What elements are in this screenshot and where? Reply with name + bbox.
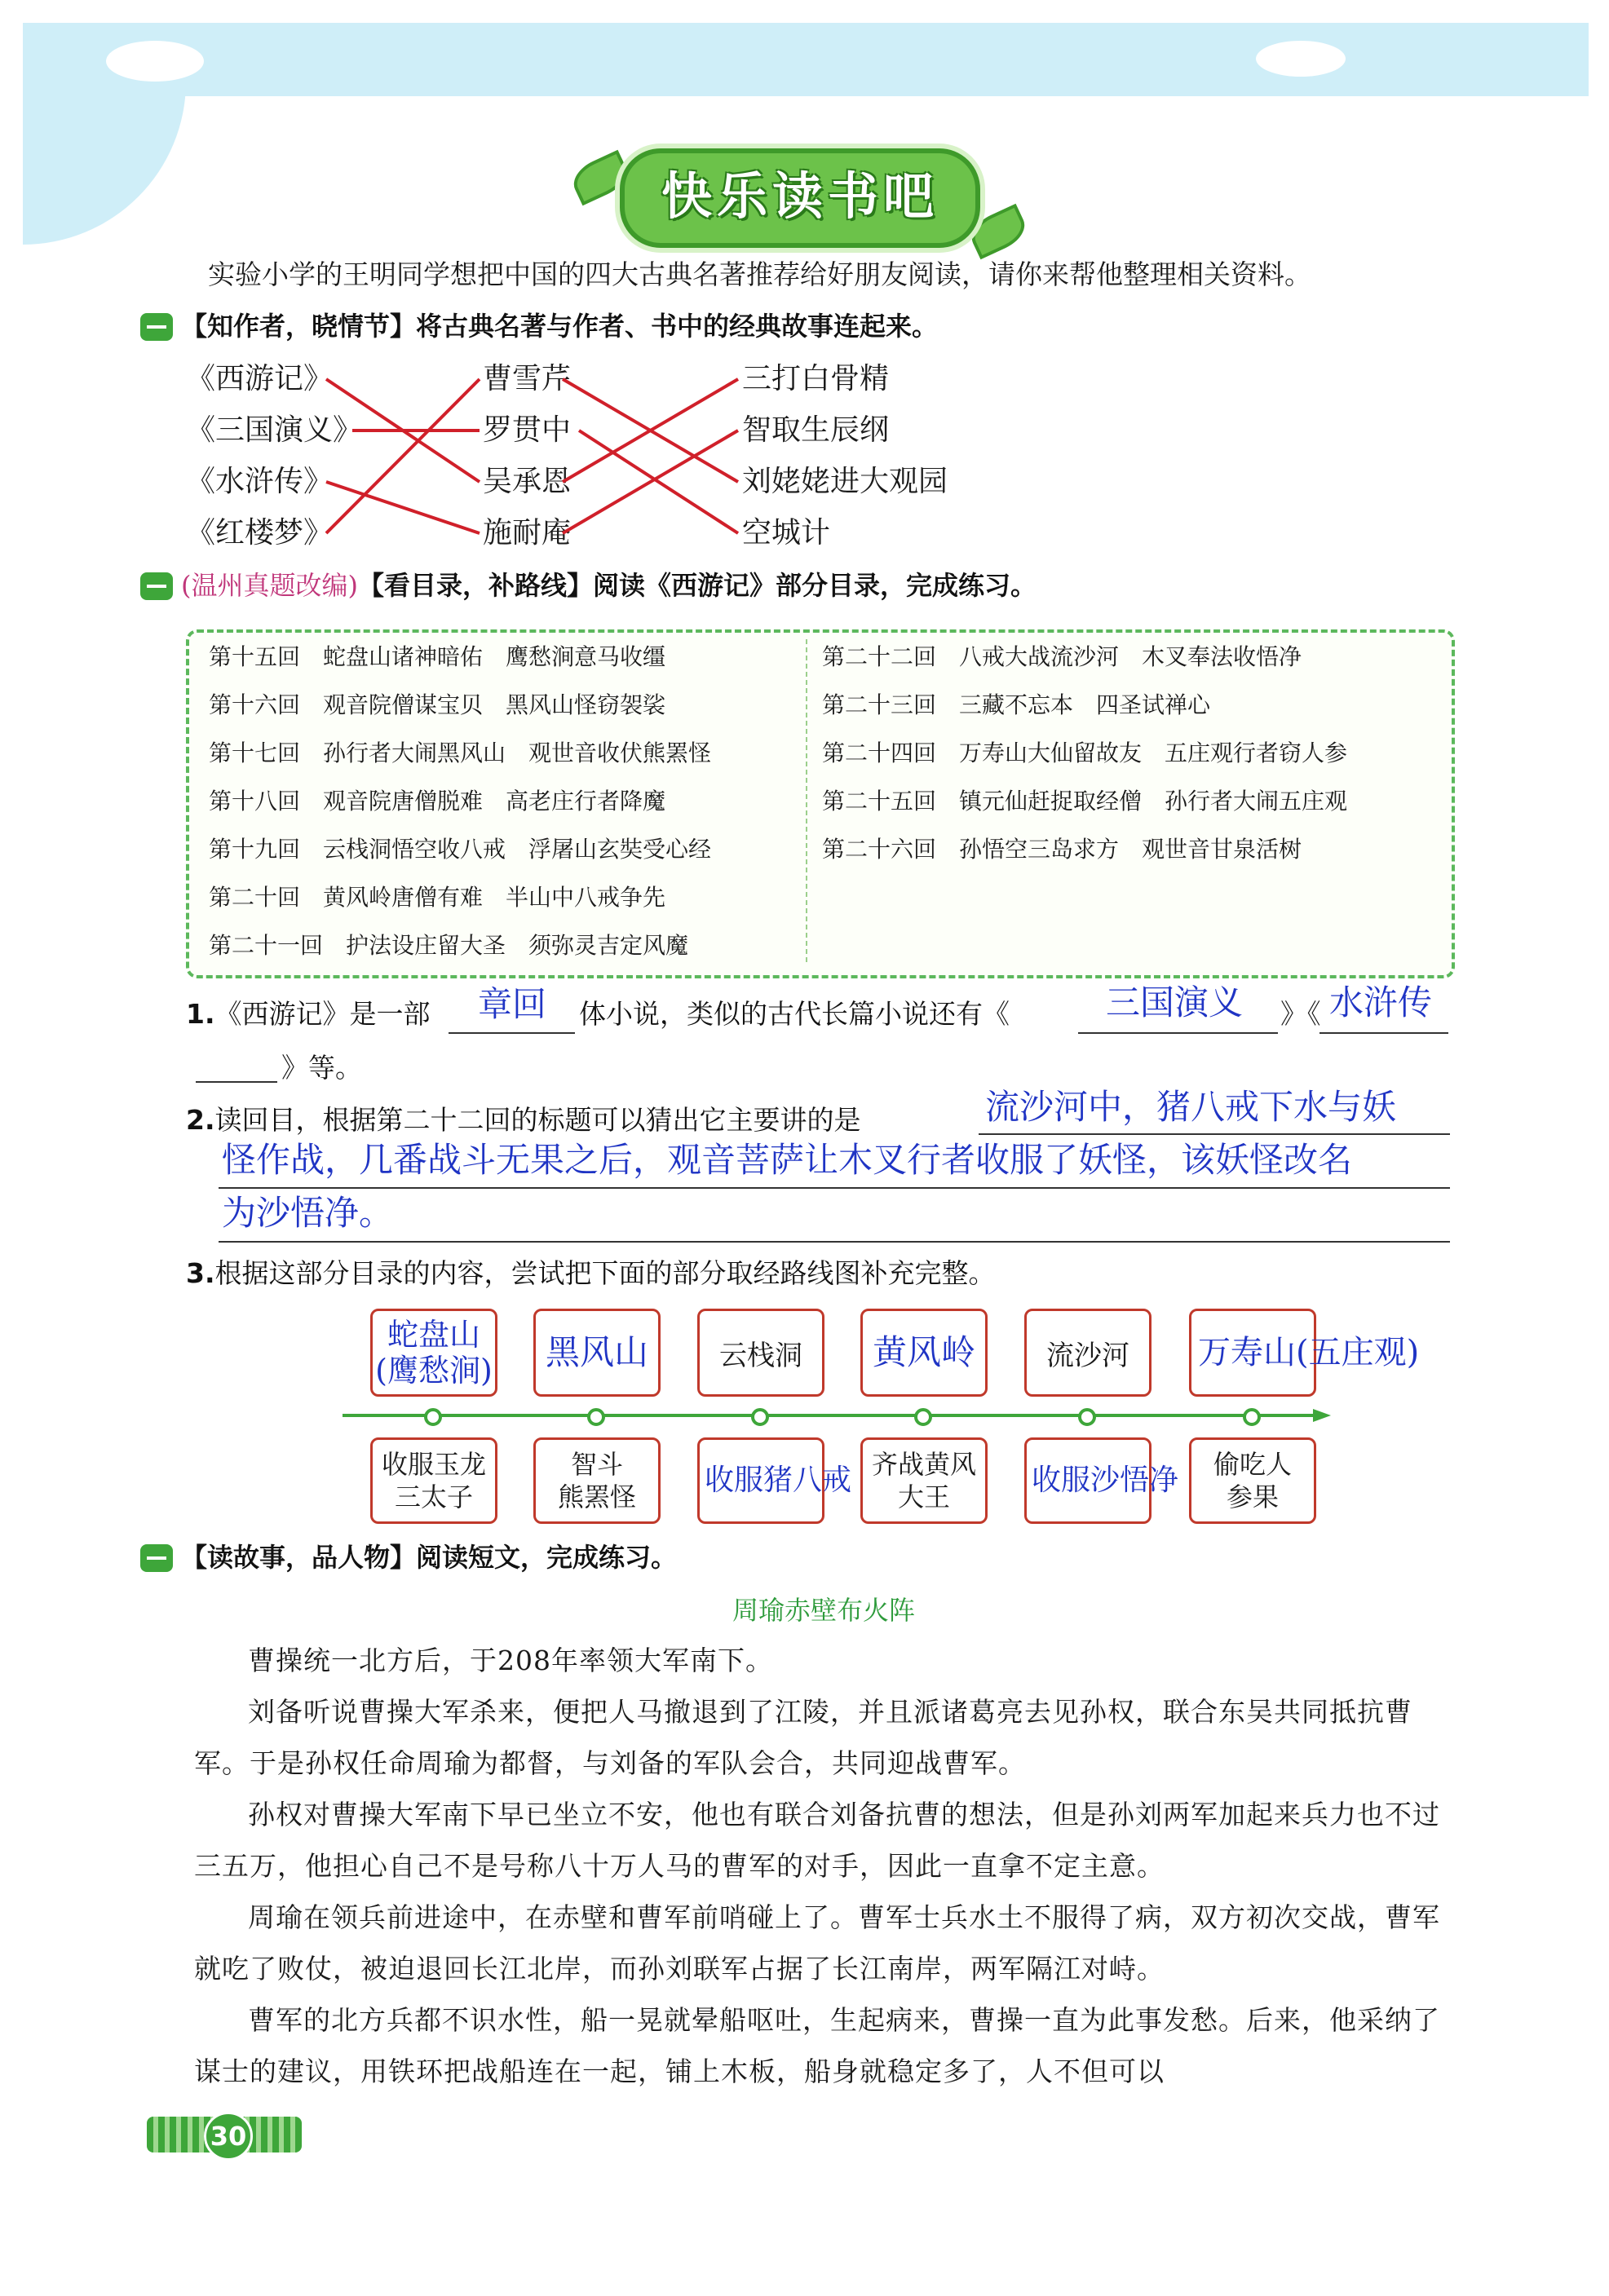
- section1-heading: 【知作者，晓情节】将古典名著与作者、书中的经典故事连起来。: [181, 311, 939, 342]
- toc-left-1: 第十六回 观音院僧谋宝贝 黑风山怪窃袈裟: [209, 691, 666, 718]
- q2-answer-2: 怪作战，几番战斗无果之后，观音菩萨让木叉行者收服了妖怪，该妖怪改名: [222, 1140, 1353, 1180]
- event-6-line1: 偷吃人: [1213, 1449, 1292, 1480]
- story-zhiqu: 智取生辰纲: [742, 413, 890, 447]
- q2-answer-1: 流沙河中，猪八戒下水与妖: [985, 1087, 1397, 1127]
- event-box-4: [860, 1437, 988, 1524]
- section2-source: (温州真题改编): [181, 570, 358, 601]
- story-kongcheng: 空城计: [742, 516, 831, 550]
- section2-heading: [181, 567, 1437, 603]
- event-5-line1: 收服沙悟净: [1032, 1464, 1179, 1497]
- section2-icon: [140, 572, 173, 600]
- toc-right-3: 第二十五回 镇元仙赶捉取经僧 孙行者大闹五庄观: [822, 788, 1348, 815]
- place-4-line1: 黄风岭: [872, 1332, 975, 1372]
- story-paragraph-3: 孙权对曹操大军南下早已坐立不安，他也有联合刘备抗曹的想法，但是孙刘两军加起来兵力也不过三五万，他担心自己不是号称八十万人马的曹军的对手，因此一直拿不定主意。: [194, 1799, 1440, 1882]
- event-4-line1: 齐战黄风: [871, 1449, 976, 1480]
- line-shuihu-shinaian: [326, 482, 480, 533]
- q2-answer-3: 为沙悟净。: [222, 1193, 394, 1233]
- place-box-6[interactable]: [1189, 1309, 1420, 1397]
- section2-label: 【看目录，补路线】阅读《西游记》部分目录，完成练习。: [357, 570, 1037, 601]
- line-honglou-caoxueqin: [326, 379, 480, 533]
- story-sanda: 三打白骨精: [742, 362, 890, 395]
- event-box-5[interactable]: [1024, 1437, 1179, 1524]
- place-box-3: [697, 1309, 824, 1397]
- q1-text-b: 体小说，类似的古代长篇小说还有《: [579, 998, 1010, 1030]
- route-arrow-head: [1313, 1409, 1331, 1422]
- q1-answer-book1: 三国演义: [1106, 982, 1244, 1022]
- route-node-2: [587, 1408, 605, 1426]
- toc-divider: [806, 639, 807, 962]
- page-number: 30: [204, 2112, 253, 2161]
- q1-answer-genre: 章回: [478, 984, 547, 1024]
- event-2-line2: 熊罴怪: [557, 1481, 636, 1512]
- route-node-4: [914, 1408, 932, 1426]
- book-xiyouji: 《西游记》: [186, 362, 334, 395]
- event-1-line1: 收服玉龙: [381, 1449, 486, 1480]
- q1-text-a: 《西游记》是一部: [214, 998, 431, 1030]
- toc-left-4: 第十九回 云栈洞悟空收八戒 浮屠山玄奘受心经: [209, 836, 712, 863]
- author-wuchengen: 吴承恩: [483, 465, 572, 498]
- page-number-badge: [147, 2112, 302, 2157]
- event-box-3[interactable]: [697, 1437, 852, 1524]
- section3-heading: 【读故事，品人物】阅读短文，完成练习。: [181, 1542, 678, 1573]
- q1-number: 1.: [186, 998, 215, 1030]
- question-2: [186, 1102, 861, 1138]
- toc-left-6: 第二十一回 护法设庄留大圣 须弥灵吉定风魔: [209, 932, 689, 959]
- banner-title: 快乐读书吧: [661, 166, 939, 226]
- q1-blank-3[interactable]: [1319, 982, 1448, 1034]
- route-node-1: [424, 1408, 442, 1426]
- story-liulaolao: 刘姥姥进大观园: [742, 465, 948, 498]
- author-luoguanzhong: 罗贯中: [483, 413, 572, 447]
- intro-text: 实验小学的王明同学想把中国的四大古典名著推荐给好朋友阅读，请你来帮他整理相关资料。: [208, 258, 1311, 290]
- story-body: [194, 1635, 1450, 2097]
- q1-blank-1[interactable]: [449, 984, 575, 1034]
- story-title: 周瑜赤壁布火阵: [732, 1595, 915, 1626]
- route-node-6: [1243, 1408, 1261, 1426]
- event-box-1: [370, 1437, 497, 1524]
- event-1-line2: 三太子: [394, 1481, 473, 1512]
- story-paragraph-1: 曹操统一北方后，于208年率领大军南下。: [248, 1645, 773, 1676]
- story-paragraph-2: 刘备听说曹操大军杀来，便把人马撤退到了江陵，并且派诸葛亮去见孙权，联合东吴共同抵抗曹军。于是孙权任命周瑜为都督，与刘备的军队会合，共同迎战曹军。: [194, 1696, 1412, 1779]
- author-caoxueqin: 曹雪芹: [483, 362, 572, 395]
- book-honglou: 《红楼梦》: [186, 516, 334, 550]
- toc-right-0: 第二十二回 八戒大战流沙河 木叉奉法收悟净: [822, 643, 1302, 670]
- toc-left-3: 第十八回 观音院唐僧脱难 高老庄行者降魔: [209, 788, 666, 815]
- place-box-5: [1024, 1309, 1151, 1397]
- place-box-2[interactable]: [533, 1309, 661, 1397]
- toc-right-4: 第二十六回 孙悟空三岛求方 观世音甘泉活树: [822, 836, 1302, 863]
- book-sanguo: 《三国演义》: [186, 413, 363, 447]
- toc-left-0: 第十五回 蛇盘山诸神暗佑 鹰愁涧意马收缰: [209, 643, 666, 670]
- section3-icon: [140, 1544, 173, 1572]
- place-1-line1: 蛇盘山: [387, 1317, 480, 1353]
- place-2-line1: 黑风山: [545, 1332, 648, 1372]
- toc-left-5: 第二十回 黄风岭唐僧有难 半山中八戒争先: [209, 884, 666, 911]
- event-3-line1: 收服猪八戒: [705, 1464, 852, 1497]
- q2-number: 2.: [186, 1104, 215, 1136]
- event-6-line2: 参果: [1226, 1481, 1279, 1512]
- route-node-5: [1078, 1408, 1096, 1426]
- place-box-4[interactable]: [860, 1309, 988, 1397]
- author-shinaian: 施耐庵: [483, 516, 572, 550]
- book-shuihu: 《水浒传》: [186, 465, 334, 498]
- q1-blank-3-cont[interactable]: [196, 1052, 277, 1083]
- q2-line-3[interactable]: [219, 1203, 1450, 1243]
- toc-left-2: 第十七回 孙行者大闹黑风山 观世音收伏熊罴怪: [209, 740, 712, 766]
- place-5-line1: 流沙河: [1046, 1339, 1129, 1372]
- story-paragraph-5: 曹军的北方兵都不识水性，船一晃就晕船呕吐，生起病来，曹操一直为此事发愁。后来，他采纳了谋士的建议，用铁环把战船连在一起，铺上木板，船身就稳定多了，人不但可以: [194, 2004, 1440, 2087]
- q3-text: 根据这部分目录的内容，尝试把下面的部分取经路线图补充完整。: [214, 1257, 996, 1289]
- question-3: [186, 1256, 996, 1292]
- place-1-line2: (鹰愁涧): [375, 1353, 493, 1389]
- event-2-line1: 智斗: [570, 1449, 623, 1480]
- event-box-6: [1189, 1437, 1316, 1524]
- q2-text: 读回目，根据第二十二回的标题可以猜出它主要讲的是: [214, 1104, 861, 1136]
- q3-number: 3.: [186, 1257, 215, 1289]
- place-3-line1: 云栈洞: [719, 1339, 802, 1372]
- event-4-line2: 大王: [897, 1481, 950, 1512]
- route-line: [334, 1402, 1337, 1435]
- toc-right-1: 第二十三回 三藏不忘本 四圣试禅心: [822, 691, 1211, 718]
- q1-answer-book2: 水浒传: [1329, 982, 1433, 1022]
- story-paragraph-4: 周瑜在领兵前进途中，在赤壁和曹军前哨碰上了。曹军士兵水土不服得了病，双方初次交战，曹军就吃了败仗，被迫退回长江北岸，而孙刘联军占据了长江南岸，两军隔江对峙。: [194, 1901, 1440, 1985]
- q1-text-c: 》《: [1280, 998, 1321, 1030]
- event-box-2: [533, 1437, 661, 1524]
- matching-lines: [0, 0, 1609, 652]
- q1-text-d: 》等。: [281, 1052, 362, 1084]
- route-node-3: [751, 1408, 769, 1426]
- place-6-line1: 万寿山(五庄观): [1198, 1334, 1420, 1371]
- toc-right-2: 第二十四回 万寿山大仙留故友 五庄观行者窃人参: [822, 740, 1348, 766]
- place-box-1[interactable]: [370, 1309, 497, 1397]
- q1-blank-2[interactable]: [1078, 982, 1278, 1034]
